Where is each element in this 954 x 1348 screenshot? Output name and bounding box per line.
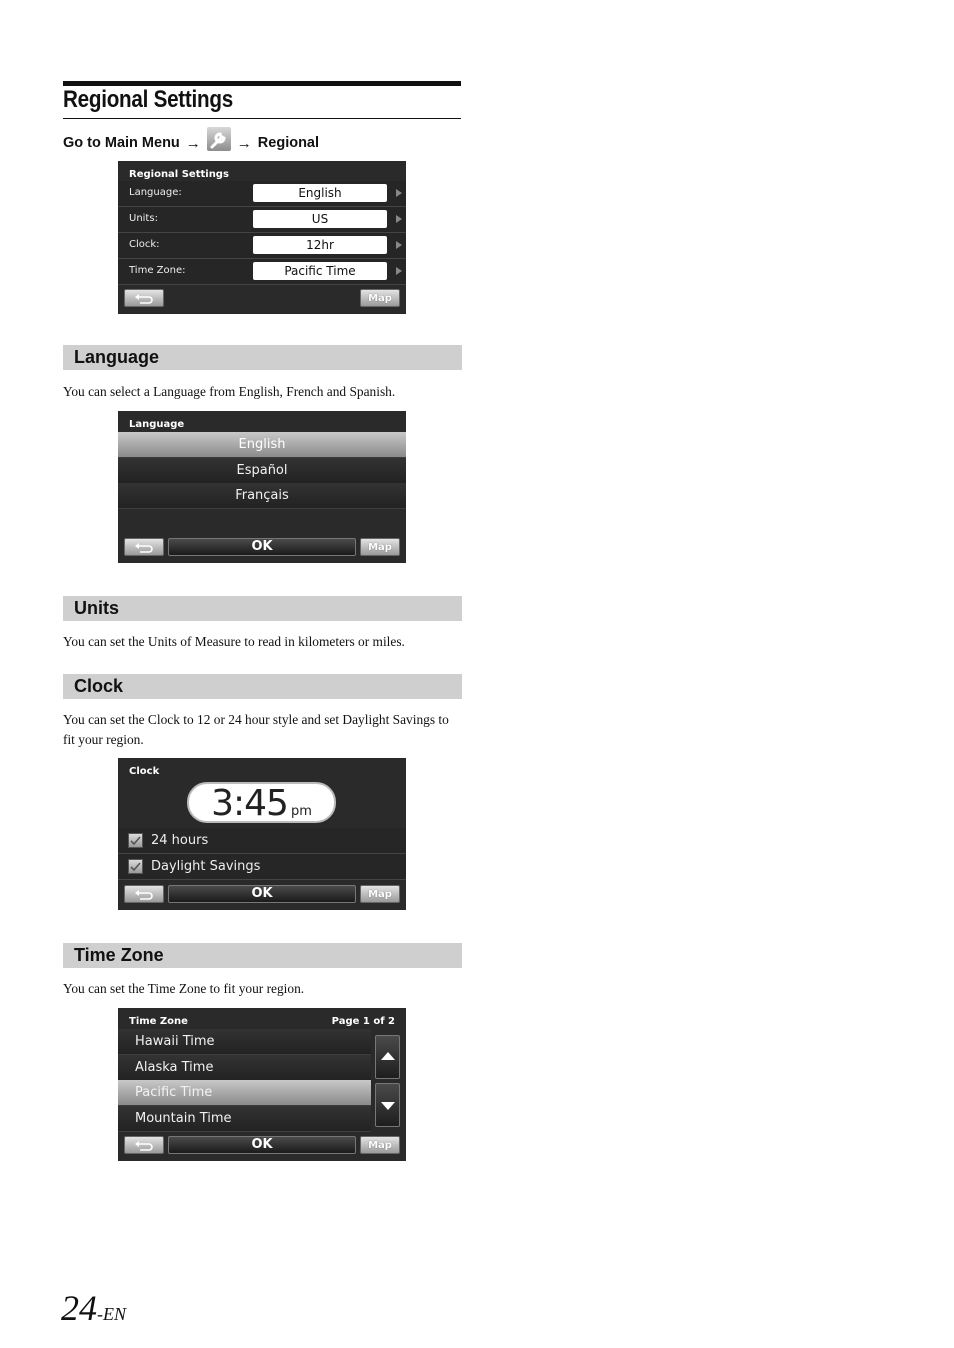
zone-label: Alaska Time bbox=[135, 1060, 214, 1075]
time-zone-description: You can set the Time Zone to fit your region. bbox=[63, 981, 305, 996]
section-heading-text: Time Zone bbox=[74, 945, 164, 965]
section-heading-time-zone bbox=[63, 943, 462, 968]
setting-row-language[interactable] bbox=[118, 181, 406, 207]
scroll-up-button[interactable] bbox=[375, 1035, 400, 1079]
option-24-hours[interactable] bbox=[118, 828, 406, 854]
zone-label: Pacific Time bbox=[135, 1085, 213, 1100]
back-arrow-icon bbox=[134, 889, 154, 900]
ok-button[interactable]: OK bbox=[168, 885, 356, 903]
zone-option-mountain[interactable] bbox=[118, 1106, 371, 1132]
screen-header: Clock bbox=[129, 766, 160, 777]
back-button[interactable] bbox=[124, 289, 164, 307]
back-button[interactable] bbox=[124, 538, 164, 556]
setting-row-time-zone[interactable] bbox=[118, 259, 406, 285]
setting-value[interactable]: Pacific Time bbox=[253, 262, 387, 280]
language-screen bbox=[118, 411, 406, 563]
screen-header: Time Zone bbox=[129, 1016, 188, 1027]
map-button[interactable]: Map bbox=[360, 289, 400, 307]
clock-time: 3:45 bbox=[211, 783, 288, 824]
option-daylight-savings[interactable] bbox=[118, 854, 406, 880]
arrow-down-icon bbox=[381, 1102, 395, 1110]
page-number-suffix: -EN bbox=[97, 1304, 126, 1324]
language-option-english[interactable]: English bbox=[118, 432, 406, 458]
back-button[interactable] bbox=[124, 1136, 164, 1154]
zone-option-alaska[interactable] bbox=[118, 1055, 371, 1081]
screen-header: Regional Settings bbox=[129, 169, 229, 180]
zone-label: Mountain Time bbox=[135, 1111, 232, 1126]
regional-settings-screen bbox=[118, 161, 406, 314]
time-zone-screen bbox=[118, 1008, 406, 1161]
section-heading-language bbox=[63, 345, 462, 370]
section-heading-text: Language bbox=[74, 347, 160, 367]
zone-option-pacific[interactable] bbox=[118, 1080, 371, 1106]
nav-prefix: Go to Main Menu bbox=[63, 135, 180, 151]
language-option-francais[interactable]: Français bbox=[118, 483, 406, 509]
back-arrow-icon bbox=[134, 293, 154, 304]
section-heading-text: Units bbox=[74, 598, 119, 618]
section-heading-units bbox=[63, 596, 462, 621]
setting-label: Clock: bbox=[129, 239, 160, 250]
page-indicator: Page 1 of 2 bbox=[331, 1016, 395, 1027]
chevron-right-icon bbox=[396, 241, 402, 249]
chevron-right-icon bbox=[396, 215, 402, 223]
checkbox-checked-icon[interactable] bbox=[128, 833, 143, 848]
setting-value[interactable]: 12hr bbox=[253, 236, 387, 254]
back-button[interactable] bbox=[124, 885, 164, 903]
setting-row-units[interactable] bbox=[118, 207, 406, 233]
clock-description: You can set the Clock to 12 or 24 hour style and set Daylight Savings to fit your region. bbox=[63, 712, 449, 747]
zone-option-hawaii[interactable] bbox=[118, 1029, 371, 1055]
arrow-up-icon bbox=[381, 1052, 395, 1060]
section-heading-clock bbox=[63, 674, 462, 699]
navigation-path bbox=[63, 131, 319, 155]
ok-button[interactable]: OK bbox=[168, 538, 356, 556]
setting-value[interactable]: English bbox=[253, 184, 387, 202]
nav-arrow: → bbox=[185, 134, 201, 152]
map-button[interactable]: Map bbox=[360, 885, 400, 903]
title-rule bbox=[63, 118, 461, 119]
setting-row-clock[interactable] bbox=[118, 233, 406, 259]
page-title: Regional Settings bbox=[63, 86, 233, 113]
clock-ampm: pm bbox=[290, 804, 312, 819]
screen-header: Language bbox=[129, 419, 185, 430]
wrench-icon bbox=[207, 127, 231, 151]
nav-arrow: → bbox=[236, 134, 252, 152]
units-description: You can set the Units of Measure to read in kilometers or miles. bbox=[63, 634, 405, 649]
back-arrow-icon bbox=[134, 1140, 154, 1151]
setting-label: Language: bbox=[129, 187, 182, 198]
map-button[interactable]: Map bbox=[360, 1136, 400, 1154]
clock-display bbox=[187, 782, 336, 823]
page-number bbox=[61, 1287, 126, 1329]
chevron-right-icon bbox=[396, 267, 402, 275]
map-button[interactable]: Map bbox=[360, 538, 400, 556]
nav-target: Regional bbox=[257, 135, 320, 151]
scroll-down-button[interactable] bbox=[375, 1083, 400, 1127]
language-description: You can select a Language from English, French and Spanish. bbox=[63, 384, 396, 399]
ok-button[interactable]: OK bbox=[168, 1136, 356, 1154]
clock-screen bbox=[118, 758, 406, 910]
option-label: Daylight Savings bbox=[151, 859, 261, 874]
section-heading-text: Clock bbox=[74, 676, 124, 696]
language-option-espanol[interactable]: Español bbox=[118, 458, 406, 484]
setting-value[interactable]: US bbox=[253, 210, 387, 228]
option-label: 24 hours bbox=[151, 833, 209, 848]
back-arrow-icon bbox=[134, 542, 154, 553]
checkbox-checked-icon[interactable] bbox=[128, 859, 143, 874]
setting-label: Units: bbox=[129, 213, 158, 224]
zone-label: Hawaii Time bbox=[135, 1034, 215, 1049]
setting-label: Time Zone: bbox=[129, 265, 186, 276]
chevron-right-icon bbox=[396, 189, 402, 197]
page-number-value: 24 bbox=[61, 1288, 97, 1328]
